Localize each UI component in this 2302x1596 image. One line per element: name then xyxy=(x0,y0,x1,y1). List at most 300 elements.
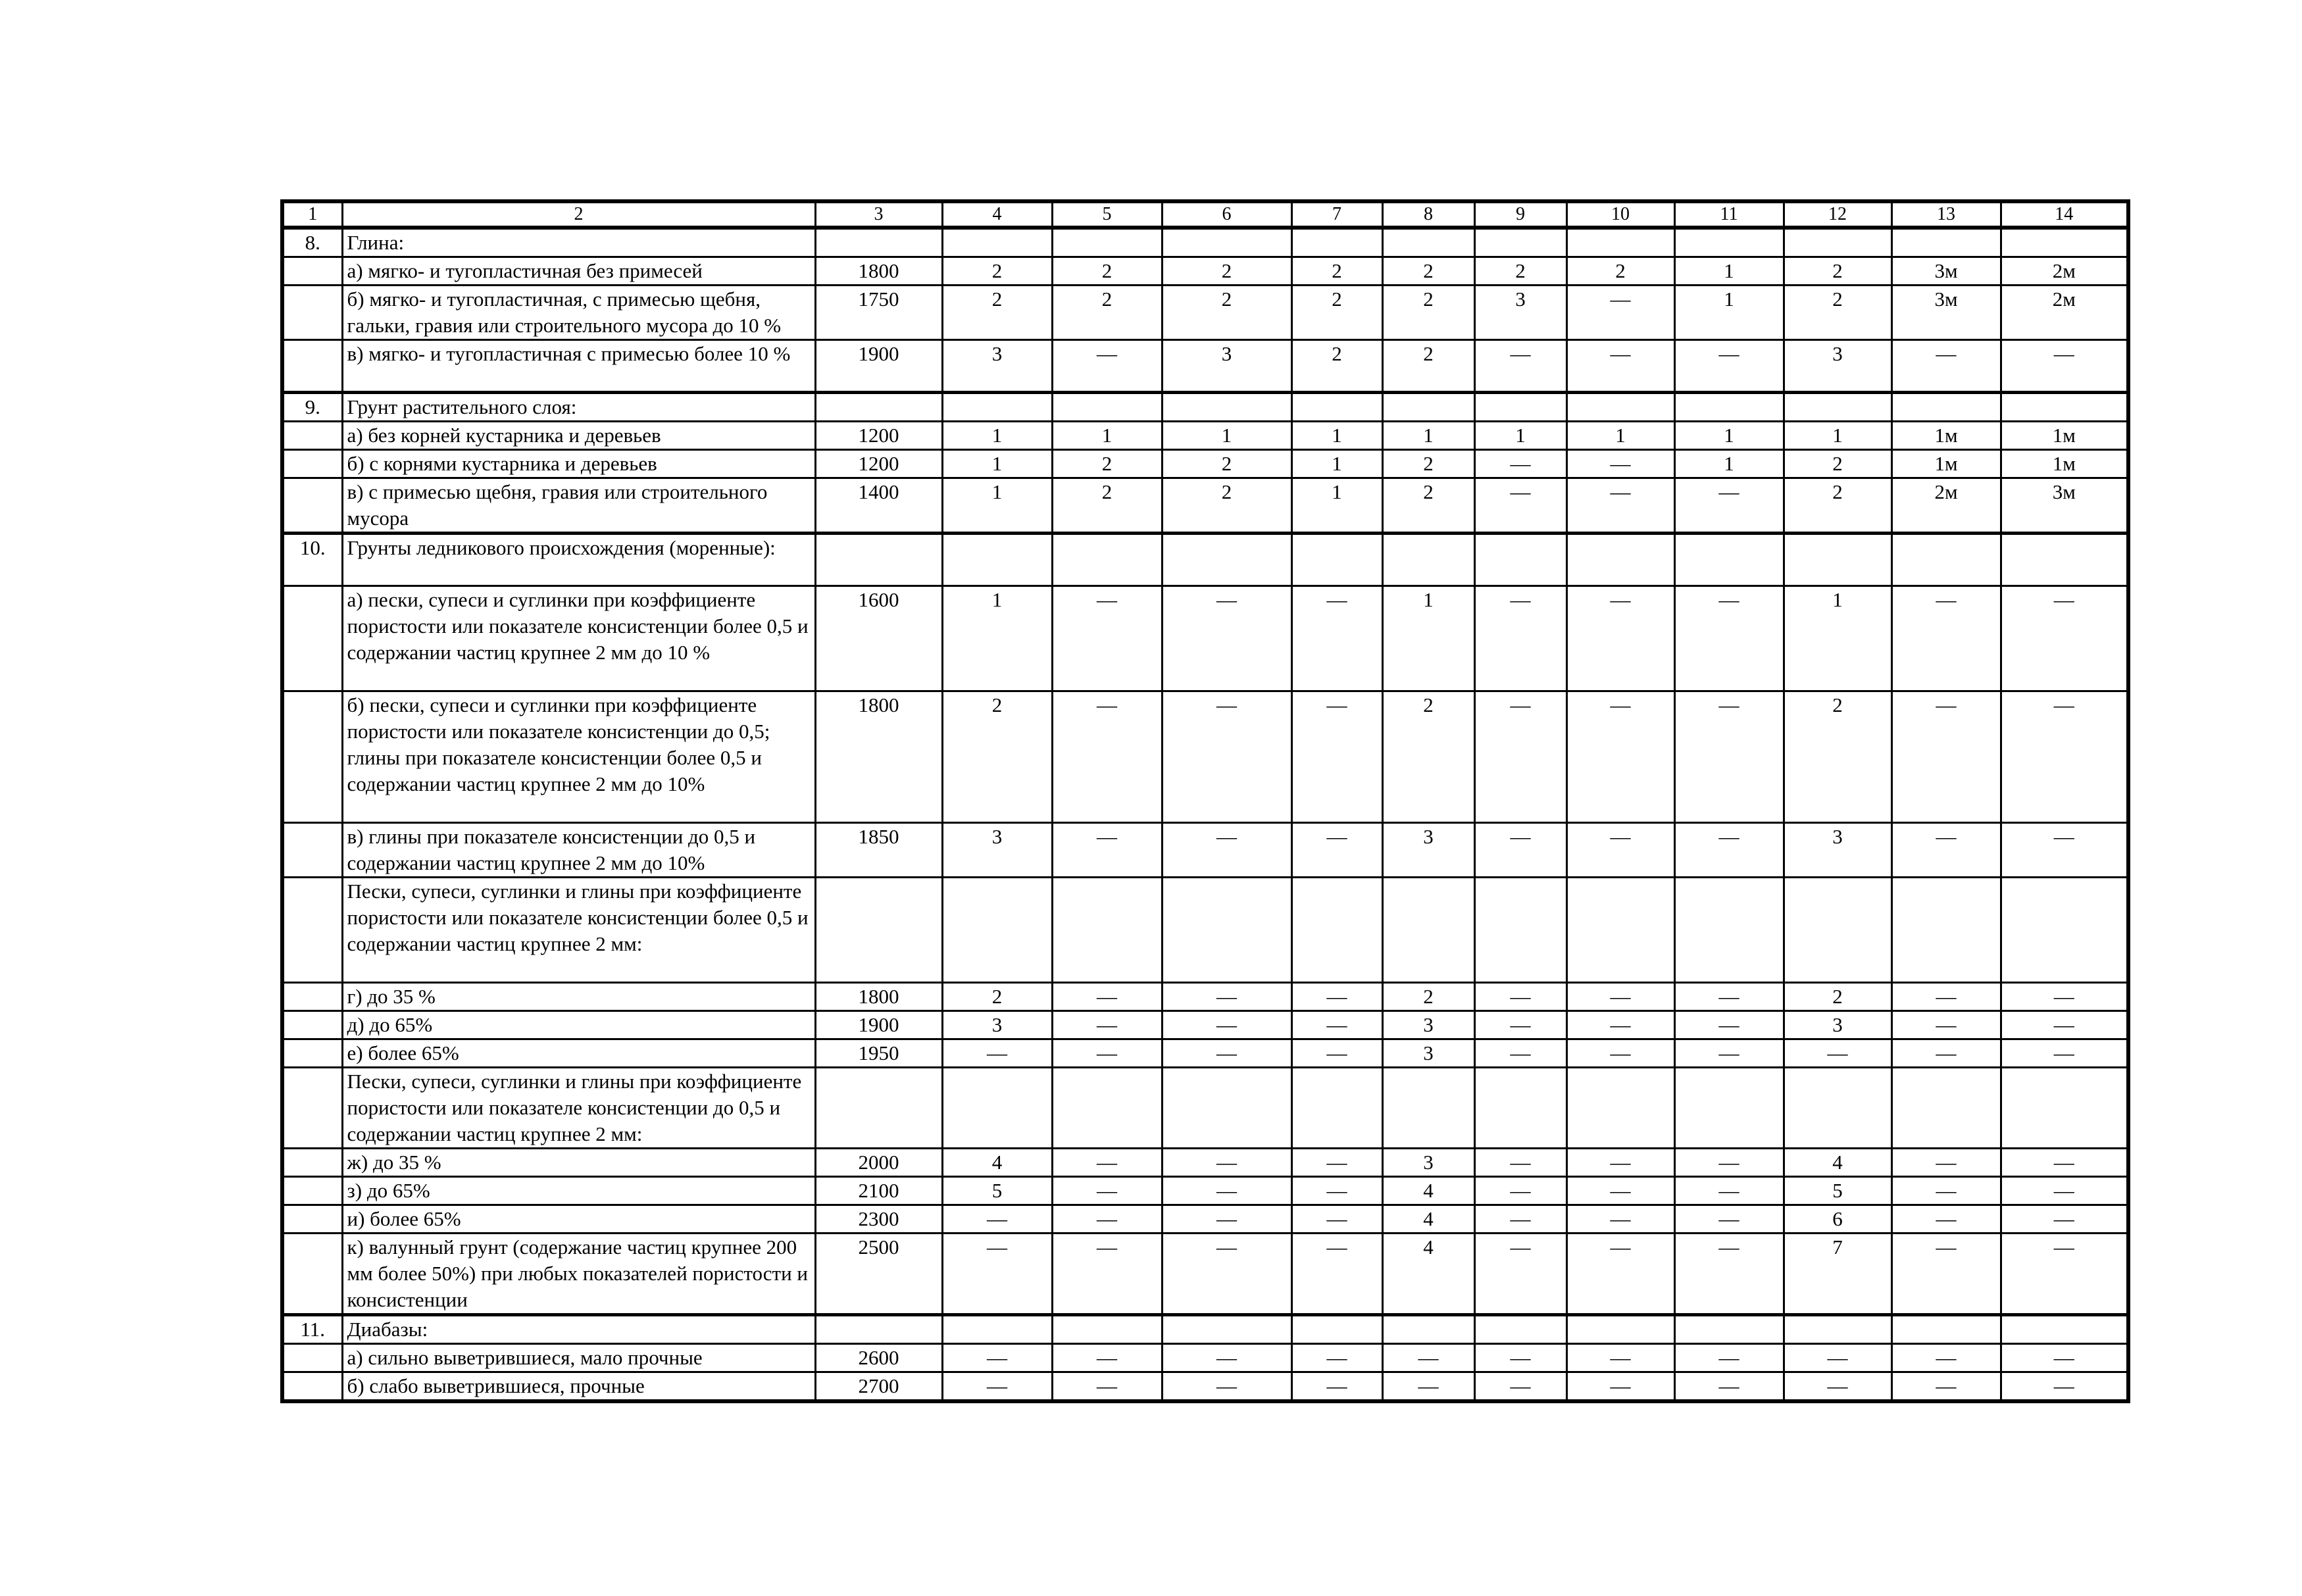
value-cell: 3 xyxy=(1784,340,1891,393)
value-cell xyxy=(2001,1315,2128,1344)
value-cell: 2 xyxy=(1382,691,1474,823)
value-cell xyxy=(942,1068,1052,1149)
value-cell: 2 xyxy=(1162,286,1291,340)
density-cell xyxy=(815,393,942,422)
value-cell: — xyxy=(1566,1234,1674,1315)
value-cell: 1 xyxy=(942,422,1052,450)
value-cell: — xyxy=(1162,823,1291,878)
value-cell: 1 xyxy=(1674,257,1784,286)
value-cell xyxy=(942,534,1052,586)
value-cell xyxy=(1674,393,1784,422)
value-cell xyxy=(1162,878,1291,983)
value-cell: — xyxy=(1674,1149,1784,1177)
row-number-cell xyxy=(282,1068,342,1149)
value-cell: 1 xyxy=(1674,450,1784,478)
value-cell xyxy=(1784,1315,1891,1344)
value-cell: 2 xyxy=(1382,286,1474,340)
value-cell: 1 xyxy=(1162,422,1291,450)
value-cell xyxy=(1162,1068,1291,1149)
density-cell: 1750 xyxy=(815,286,942,340)
value-cell: — xyxy=(2001,1344,2128,1372)
table-row xyxy=(282,878,2128,983)
value-cell: — xyxy=(1784,1344,1891,1372)
value-cell: 2 xyxy=(942,286,1052,340)
table-row xyxy=(282,422,2128,450)
value-cell: — xyxy=(942,1205,1052,1234)
value-cell: 5 xyxy=(1784,1177,1891,1205)
value-cell: — xyxy=(1162,983,1291,1011)
value-cell xyxy=(2001,878,2128,983)
value-cell: 1 xyxy=(1291,478,1382,534)
value-cell: — xyxy=(2001,586,2128,691)
value-cell: — xyxy=(1674,1205,1784,1234)
value-cell: 4 xyxy=(1382,1177,1474,1205)
row-number-cell xyxy=(282,422,342,450)
value-cell: 1 xyxy=(1382,422,1474,450)
value-cell: — xyxy=(1052,1177,1162,1205)
value-cell xyxy=(1474,393,1566,422)
row-number-cell xyxy=(282,478,342,534)
value-cell xyxy=(2001,534,2128,586)
table-body xyxy=(282,201,2128,1401)
value-cell: — xyxy=(1566,340,1674,393)
value-cell: — xyxy=(2001,1177,2128,1205)
value-cell: — xyxy=(1474,1205,1566,1234)
value-cell: — xyxy=(1674,1011,1784,1039)
value-cell: 3м xyxy=(1891,286,2001,340)
value-cell: — xyxy=(1052,1039,1162,1068)
value-cell: — xyxy=(1891,1039,2001,1068)
value-cell: — xyxy=(1474,450,1566,478)
row-number-cell xyxy=(282,340,342,393)
value-cell: — xyxy=(1566,586,1674,691)
value-cell: 2 xyxy=(1052,286,1162,340)
value-cell: — xyxy=(1052,1149,1162,1177)
value-cell: 4 xyxy=(1382,1234,1474,1315)
value-cell xyxy=(1291,878,1382,983)
value-cell: — xyxy=(1291,983,1382,1011)
value-cell: 3м xyxy=(2001,478,2128,534)
value-cell xyxy=(1674,1315,1784,1344)
soil-description-cell: б) мягко- и тугопластичная, с примесью щебня, гальки, гравия или строительного мусора до 10 % xyxy=(342,286,815,340)
header-cell: 7 xyxy=(1291,201,1382,228)
row-number-cell xyxy=(282,286,342,340)
value-cell xyxy=(1052,393,1162,422)
value-cell: — xyxy=(2001,1234,2128,1315)
table-row xyxy=(282,1205,2128,1234)
value-cell: 3 xyxy=(1784,1011,1891,1039)
value-cell: 1м xyxy=(2001,422,2128,450)
value-cell: 3 xyxy=(942,823,1052,878)
value-cell xyxy=(1382,878,1474,983)
density-cell: 2300 xyxy=(815,1205,942,1234)
value-cell: — xyxy=(1566,286,1674,340)
value-cell: — xyxy=(1162,1039,1291,1068)
value-cell: — xyxy=(2001,691,2128,823)
table-row xyxy=(282,1011,2128,1039)
value-cell: — xyxy=(2001,1039,2128,1068)
density-cell xyxy=(815,1315,942,1344)
value-cell: 7 xyxy=(1784,1234,1891,1315)
value-cell: 1 xyxy=(1382,586,1474,691)
row-number-cell xyxy=(282,1039,342,1068)
value-cell: 2 xyxy=(1382,983,1474,1011)
value-cell: 1 xyxy=(1291,450,1382,478)
soil-description-cell: а) без корней кустарника и деревьев xyxy=(342,422,815,450)
value-cell: — xyxy=(1566,1149,1674,1177)
value-cell xyxy=(1566,534,1674,586)
header-cell: 2 xyxy=(342,201,815,228)
value-cell: 2 xyxy=(1291,340,1382,393)
value-cell: — xyxy=(1162,1372,1291,1402)
value-cell: 3 xyxy=(1382,1011,1474,1039)
soil-description-cell: б) с корнями кустарника и деревьев xyxy=(342,450,815,478)
value-cell: 2 xyxy=(942,257,1052,286)
value-cell xyxy=(1784,393,1891,422)
value-cell: — xyxy=(1291,1205,1382,1234)
value-cell: 6 xyxy=(1784,1205,1891,1234)
value-cell: 3 xyxy=(1162,340,1291,393)
value-cell xyxy=(1891,1068,2001,1149)
table-row xyxy=(282,1177,2128,1205)
value-cell: — xyxy=(1784,1039,1891,1068)
density-cell: 1800 xyxy=(815,983,942,1011)
table-row xyxy=(282,586,2128,691)
value-cell: — xyxy=(1162,1011,1291,1039)
value-cell: — xyxy=(1474,478,1566,534)
value-cell: 1 xyxy=(942,450,1052,478)
value-cell: 2 xyxy=(1382,257,1474,286)
value-cell: — xyxy=(1474,983,1566,1011)
density-cell xyxy=(815,878,942,983)
density-cell: 2700 xyxy=(815,1372,942,1402)
value-cell: — xyxy=(1474,1149,1566,1177)
value-cell: — xyxy=(1052,586,1162,691)
value-cell: — xyxy=(1891,1344,2001,1372)
row-number-cell: 8. xyxy=(282,228,342,257)
value-cell: 1 xyxy=(1674,422,1784,450)
soil-description-cell: в) глины при показателе консистенции до 0,5 и содержании частиц крупнее 2 мм до 10% xyxy=(342,823,815,878)
value-cell: 2 xyxy=(1784,450,1891,478)
value-cell: 3 xyxy=(1784,823,1891,878)
value-cell xyxy=(2001,1068,2128,1149)
table-row xyxy=(282,1315,2128,1344)
value-cell: — xyxy=(1162,1344,1291,1372)
table-row xyxy=(282,691,2128,823)
value-cell: — xyxy=(1784,1372,1891,1402)
table-row xyxy=(282,1039,2128,1068)
value-cell xyxy=(1474,534,1566,586)
value-cell: — xyxy=(1162,1234,1291,1315)
value-cell: 2 xyxy=(1052,450,1162,478)
value-cell: 4 xyxy=(1784,1149,1891,1177)
value-cell: 1 xyxy=(1674,286,1784,340)
soil-classification-table xyxy=(280,199,2130,1403)
value-cell: 2 xyxy=(1162,257,1291,286)
value-cell xyxy=(1052,534,1162,586)
value-cell: — xyxy=(1291,1149,1382,1177)
density-cell xyxy=(815,228,942,257)
value-cell: — xyxy=(1474,1039,1566,1068)
row-number-cell xyxy=(282,1205,342,1234)
value-cell: — xyxy=(1891,1205,2001,1234)
value-cell: — xyxy=(1052,1011,1162,1039)
value-cell: — xyxy=(2001,823,2128,878)
density-cell: 2600 xyxy=(815,1344,942,1372)
value-cell: 3 xyxy=(1382,1039,1474,1068)
value-cell: 4 xyxy=(1382,1205,1474,1234)
soil-description-cell: д) до 65% xyxy=(342,1011,815,1039)
row-number-cell: 10. xyxy=(282,534,342,586)
value-cell xyxy=(1162,393,1291,422)
value-cell: 1 xyxy=(942,478,1052,534)
row-number-cell: 9. xyxy=(282,393,342,422)
soil-description-cell: Грунты ледникового происхождения (моренные): xyxy=(342,534,815,586)
soil-description-cell: а) пески, супеси и суглинки при коэффициенте пористости или показателе консистенции более 0,5 и содержании частиц крупнее 2 мм до 10 % xyxy=(342,586,815,691)
row-number-cell xyxy=(282,450,342,478)
value-cell: — xyxy=(2001,1205,2128,1234)
value-cell xyxy=(1382,1068,1474,1149)
value-cell xyxy=(1052,878,1162,983)
density-cell: 1850 xyxy=(815,823,942,878)
value-cell xyxy=(1891,228,2001,257)
value-cell: — xyxy=(1674,1372,1784,1402)
value-cell xyxy=(1291,534,1382,586)
value-cell: — xyxy=(1291,823,1382,878)
value-cell: 3 xyxy=(1382,1149,1474,1177)
value-cell: 1 xyxy=(1052,422,1162,450)
value-cell: — xyxy=(1291,586,1382,691)
density-cell: 1900 xyxy=(815,340,942,393)
table-row xyxy=(282,534,2128,586)
value-cell: 1 xyxy=(1784,586,1891,691)
header-cell: 6 xyxy=(1162,201,1291,228)
value-cell: — xyxy=(1474,1372,1566,1402)
row-number-cell: 11. xyxy=(282,1315,342,1344)
value-cell: — xyxy=(1291,691,1382,823)
value-cell: 2м xyxy=(2001,257,2128,286)
value-cell: — xyxy=(1566,1205,1674,1234)
soil-description-cell: б) пески, супеси и суглинки при коэффициенте пористости или показателе консистенции до 0,5; глины при показателе консистенции более 0,5 и содержании частиц крупнее 2 мм до 10% xyxy=(342,691,815,823)
value-cell: — xyxy=(1674,478,1784,534)
value-cell: — xyxy=(942,1039,1052,1068)
value-cell xyxy=(1382,534,1474,586)
soil-description-cell: Грунт растительного слоя: xyxy=(342,393,815,422)
value-cell: — xyxy=(1674,983,1784,1011)
value-cell xyxy=(1784,878,1891,983)
value-cell: — xyxy=(1162,691,1291,823)
value-cell xyxy=(1891,534,2001,586)
value-cell xyxy=(942,393,1052,422)
soil-description-cell: к) валунный грунт (содержание частиц крупнее 200 мм более 50%) при любых показателей пористости и консистенции xyxy=(342,1234,815,1315)
value-cell: 2 xyxy=(1162,450,1291,478)
value-cell: 2 xyxy=(1474,257,1566,286)
value-cell: 2 xyxy=(1291,286,1382,340)
value-cell xyxy=(2001,228,2128,257)
value-cell xyxy=(1382,1315,1474,1344)
value-cell xyxy=(1566,393,1674,422)
row-number-cell xyxy=(282,1234,342,1315)
value-cell: — xyxy=(1891,1149,2001,1177)
value-cell: — xyxy=(1162,1149,1291,1177)
value-cell: — xyxy=(1566,1011,1674,1039)
value-cell xyxy=(1162,534,1291,586)
table-row xyxy=(282,228,2128,257)
soil-description-cell: б) слабо выветрившиеся, прочные xyxy=(342,1372,815,1402)
table-row xyxy=(282,1149,2128,1177)
value-cell: 1 xyxy=(1566,422,1674,450)
soil-description-cell: Пески, супеси, суглинки и глины при коэффициенте пористости или показателе консистенции до 0,5 и содержании частиц крупнее 2 мм: xyxy=(342,1068,815,1149)
table-row xyxy=(282,983,2128,1011)
value-cell: 2 xyxy=(1784,691,1891,823)
value-cell xyxy=(2001,393,2128,422)
value-cell: — xyxy=(1474,1234,1566,1315)
value-cell: — xyxy=(1052,340,1162,393)
value-cell: — xyxy=(1052,1372,1162,1402)
value-cell: 1м xyxy=(1891,450,2001,478)
value-cell: — xyxy=(1891,586,2001,691)
value-cell: — xyxy=(942,1344,1052,1372)
value-cell: — xyxy=(1674,1039,1784,1068)
soil-description-cell: ж) до 35 % xyxy=(342,1149,815,1177)
value-cell: 2 xyxy=(1784,478,1891,534)
table-row xyxy=(282,286,2128,340)
value-cell: 2 xyxy=(1566,257,1674,286)
value-cell xyxy=(1784,228,1891,257)
value-cell: 1 xyxy=(1474,422,1566,450)
value-cell: — xyxy=(1052,1344,1162,1372)
soil-description-cell: а) мягко- и тугопластичная без примесей xyxy=(342,257,815,286)
value-cell: 3м xyxy=(1891,257,2001,286)
table-row xyxy=(282,450,2128,478)
density-cell: 1200 xyxy=(815,450,942,478)
value-cell: — xyxy=(1674,586,1784,691)
header-cell: 10 xyxy=(1566,201,1674,228)
value-cell: — xyxy=(1566,1372,1674,1402)
value-cell: 2 xyxy=(1291,257,1382,286)
header-cell: 8 xyxy=(1382,201,1474,228)
table-row xyxy=(282,1372,2128,1402)
value-cell xyxy=(1382,393,1474,422)
header-cell: 14 xyxy=(2001,201,2128,228)
soil-description-cell: Пески, супеси, суглинки и глины при коэффициенте пористости или показателе консистенции более 0,5 и содержании частиц крупнее 2 мм: xyxy=(342,878,815,983)
value-cell xyxy=(1052,1315,1162,1344)
soil-description-cell: и) более 65% xyxy=(342,1205,815,1234)
soil-description-cell: в) мягко- и тугопластичная с примесью более 10 % xyxy=(342,340,815,393)
value-cell: — xyxy=(2001,983,2128,1011)
row-number-cell xyxy=(282,257,342,286)
value-cell: — xyxy=(1291,1011,1382,1039)
density-cell: 1900 xyxy=(815,1011,942,1039)
density-cell: 1950 xyxy=(815,1039,942,1068)
value-cell: — xyxy=(1052,983,1162,1011)
value-cell: — xyxy=(1566,1177,1674,1205)
value-cell: — xyxy=(1566,478,1674,534)
value-cell xyxy=(1474,878,1566,983)
value-cell xyxy=(1566,1315,1674,1344)
soil-description-cell: е) более 65% xyxy=(342,1039,815,1068)
density-cell: 1400 xyxy=(815,478,942,534)
header-cell: 11 xyxy=(1674,201,1784,228)
density-cell: 2500 xyxy=(815,1234,942,1315)
value-cell: — xyxy=(942,1372,1052,1402)
value-cell: 2м xyxy=(2001,286,2128,340)
row-number-cell xyxy=(282,1344,342,1372)
value-cell xyxy=(1291,228,1382,257)
value-cell: — xyxy=(1162,1177,1291,1205)
row-number-cell xyxy=(282,1011,342,1039)
value-cell: 3 xyxy=(942,1011,1052,1039)
value-cell xyxy=(1566,1068,1674,1149)
table-row xyxy=(282,340,2128,393)
value-cell: — xyxy=(1566,823,1674,878)
value-cell xyxy=(1291,1068,1382,1149)
value-cell: 1м xyxy=(2001,450,2128,478)
table-row xyxy=(282,1234,2128,1315)
value-cell: — xyxy=(1162,1205,1291,1234)
value-cell xyxy=(942,1315,1052,1344)
value-cell: — xyxy=(1474,1177,1566,1205)
row-number-cell xyxy=(282,1372,342,1402)
value-cell xyxy=(1382,228,1474,257)
value-cell: — xyxy=(1891,691,2001,823)
table-row xyxy=(282,393,2128,422)
value-cell: 2 xyxy=(942,691,1052,823)
value-cell: 2 xyxy=(1784,257,1891,286)
value-cell: 2 xyxy=(1162,478,1291,534)
value-cell: — xyxy=(1891,823,2001,878)
table-row xyxy=(282,1068,2128,1149)
value-cell xyxy=(1291,1315,1382,1344)
value-cell: 1 xyxy=(1784,422,1891,450)
value-cell: — xyxy=(1382,1372,1474,1402)
value-cell: — xyxy=(1674,1177,1784,1205)
value-cell xyxy=(1162,1315,1291,1344)
value-cell xyxy=(1891,1315,2001,1344)
row-number-cell xyxy=(282,983,342,1011)
row-number-cell xyxy=(282,878,342,983)
value-cell: 5 xyxy=(942,1177,1052,1205)
value-cell: — xyxy=(1566,983,1674,1011)
soil-description-cell: Диабазы: xyxy=(342,1315,815,1344)
header-cell: 5 xyxy=(1052,201,1162,228)
value-cell xyxy=(942,878,1052,983)
value-cell: — xyxy=(1474,586,1566,691)
value-cell: — xyxy=(1891,1234,2001,1315)
row-number-cell xyxy=(282,1177,342,1205)
row-number-cell xyxy=(282,1149,342,1177)
value-cell: — xyxy=(1474,1011,1566,1039)
value-cell: 1 xyxy=(942,586,1052,691)
value-cell: 2 xyxy=(1052,257,1162,286)
value-cell: 2 xyxy=(942,983,1052,1011)
row-number-cell xyxy=(282,691,342,823)
value-cell: — xyxy=(942,1234,1052,1315)
value-cell: 1м xyxy=(1891,422,2001,450)
value-cell xyxy=(1784,534,1891,586)
value-cell: 2 xyxy=(1052,478,1162,534)
value-cell xyxy=(1566,228,1674,257)
header-cell: 1 xyxy=(282,201,342,228)
density-cell: 2100 xyxy=(815,1177,942,1205)
value-cell xyxy=(1566,878,1674,983)
value-cell: — xyxy=(1566,1344,1674,1372)
value-cell: — xyxy=(1674,340,1784,393)
header-cell: 12 xyxy=(1784,201,1891,228)
value-cell: 2 xyxy=(1784,286,1891,340)
density-cell: 1200 xyxy=(815,422,942,450)
value-cell: 2 xyxy=(1784,983,1891,1011)
